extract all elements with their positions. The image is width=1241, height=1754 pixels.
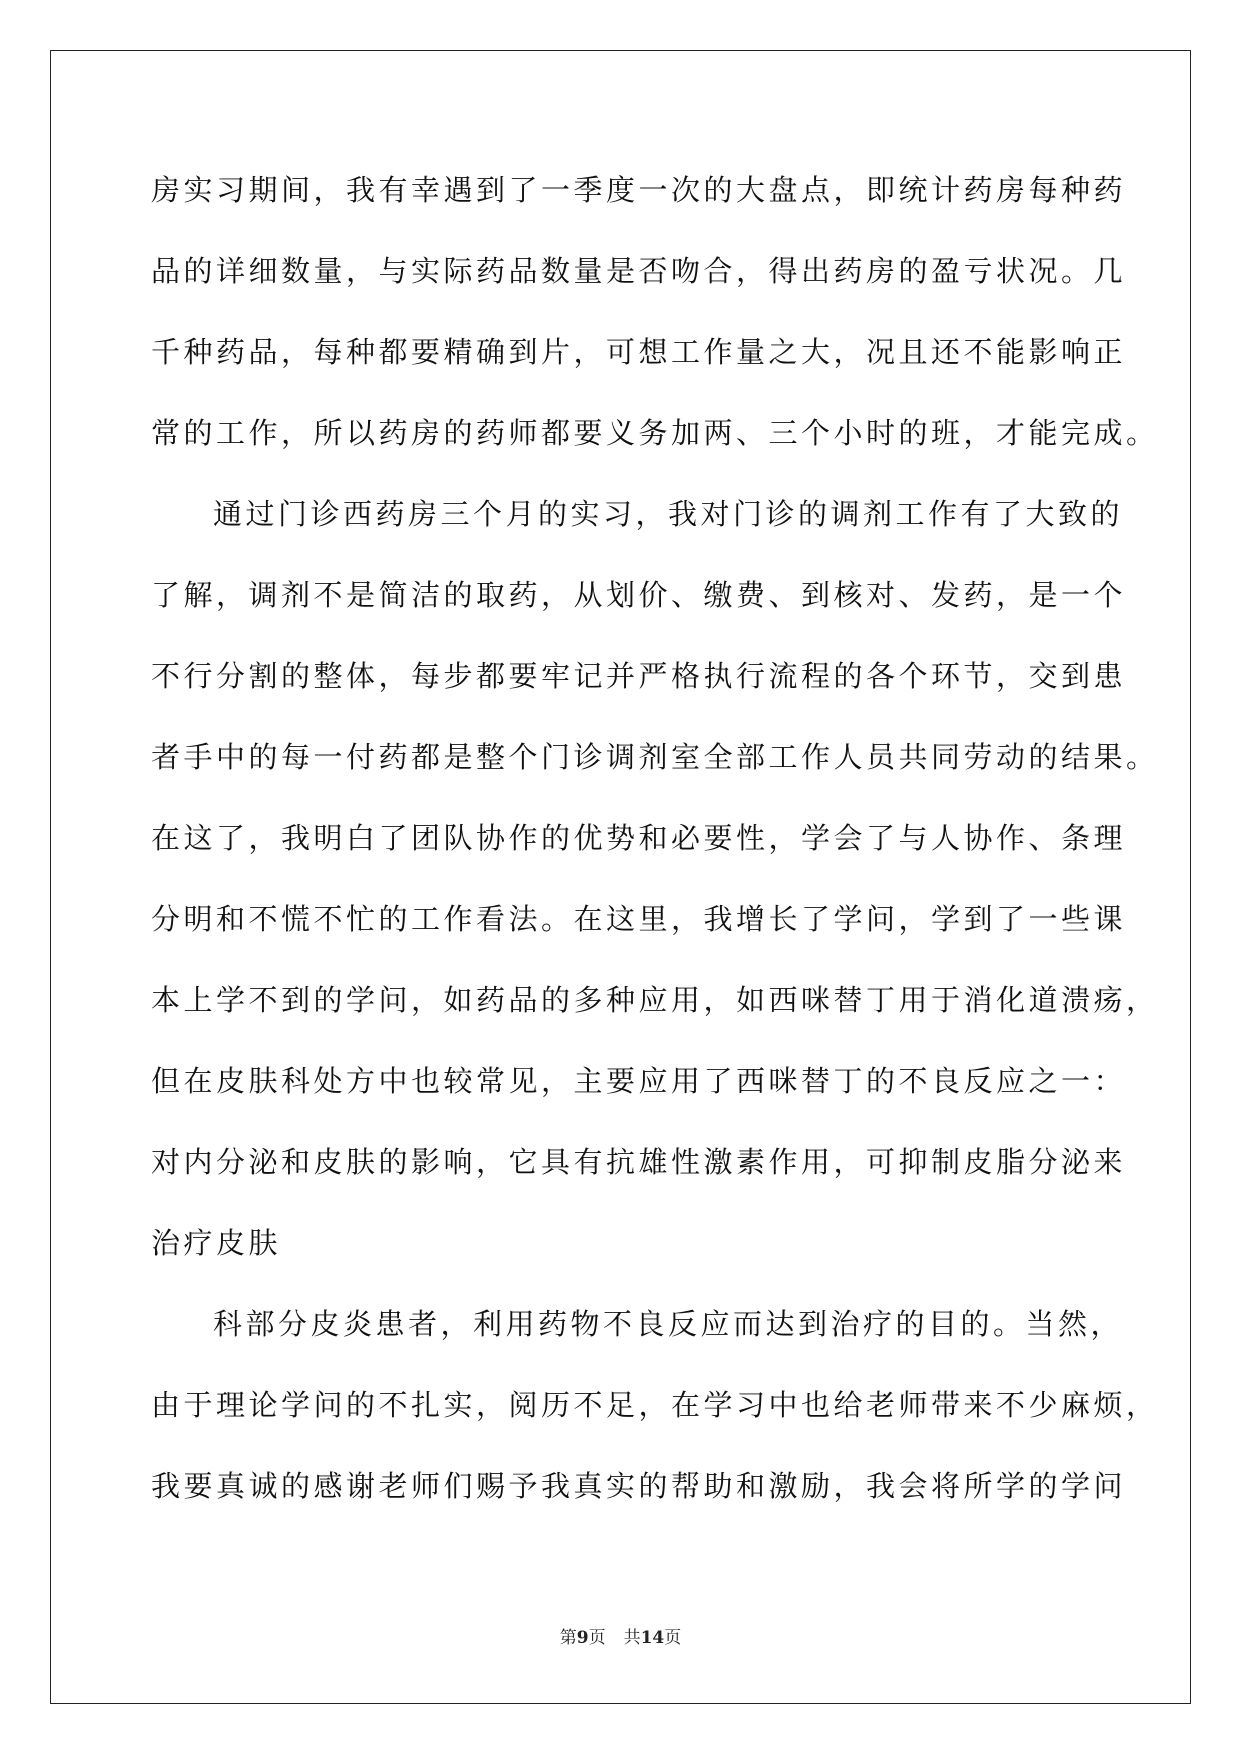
text-line: 者手中的每一付药都是整个门诊调剂室全部工作人员共同劳动的结果。: [151, 740, 1159, 774]
document-body: [151, 162, 1159, 1539]
footer-prefix: 第: [559, 1628, 577, 1648]
text-line: 治疗皮肤: [151, 1226, 282, 1260]
text-line: 通过门诊西药房三个月的实习，我对门诊的调剂工作有了大致的: [213, 497, 1124, 531]
footer-total-prefix: 共: [623, 1628, 641, 1648]
text-line: 了解，调剂不是简洁的取药，从划价、缴费、到核对、发药，是一个: [151, 578, 1127, 612]
text-line: 本上学不到的学问，如药品的多种应用，如西咪替丁用于消化道溃疡，: [151, 983, 1159, 1017]
text-line: 对内分泌和皮肤的影响，它具有抗雄性激素作用，可抑制皮脂分泌来: [151, 1145, 1127, 1179]
text-line: 由于理论学问的不扎实，阅历不足，在学习中也给老师带来不少麻烦，: [151, 1388, 1159, 1422]
text-line: 科部分皮炎患者，利用药物不良反应而达到治疗的目的。当然，: [213, 1307, 1124, 1341]
footer-page-word: 页: [588, 1628, 606, 1648]
text-line: 常的工作，所以药房的药师都要义务加两、三个小时的班，才能完成。: [151, 416, 1159, 450]
text-line: 我要真诚的感谢老师们赐予我真实的帮助和激励，我会将所学的学问: [151, 1469, 1127, 1503]
page-footer: [0, 1623, 1241, 1648]
text-line: 品的详细数量，与实际药品数量是否吻合，得出药房的盈亏状况。几: [151, 254, 1127, 288]
text-line: 但在皮肤科处方中也较常见，主要应用了西咪替丁的不良反应之一：: [151, 1064, 1127, 1098]
text-line: 分明和不慌不忙的工作看法。在这里，我增长了学问，学到了一些课: [151, 902, 1127, 936]
text-line: 在这了，我明白了团队协作的优势和必要性，学会了与人协作、条理: [151, 821, 1127, 855]
text-line: 不行分割的整体，每步都要牢记并严格执行流程的各个环节，交到患: [151, 659, 1127, 693]
text-line: 房实习期间，我有幸遇到了一季度一次的大盘点，即统计药房每种药: [151, 173, 1127, 207]
total-pages-number: 14: [640, 1628, 665, 1648]
current-page-number: 9: [576, 1628, 589, 1648]
footer-total-suffix: 页: [664, 1628, 682, 1648]
text-line: 千种药品，每种都要精确到片，可想工作量之大，况且还不能影响正: [151, 335, 1127, 369]
